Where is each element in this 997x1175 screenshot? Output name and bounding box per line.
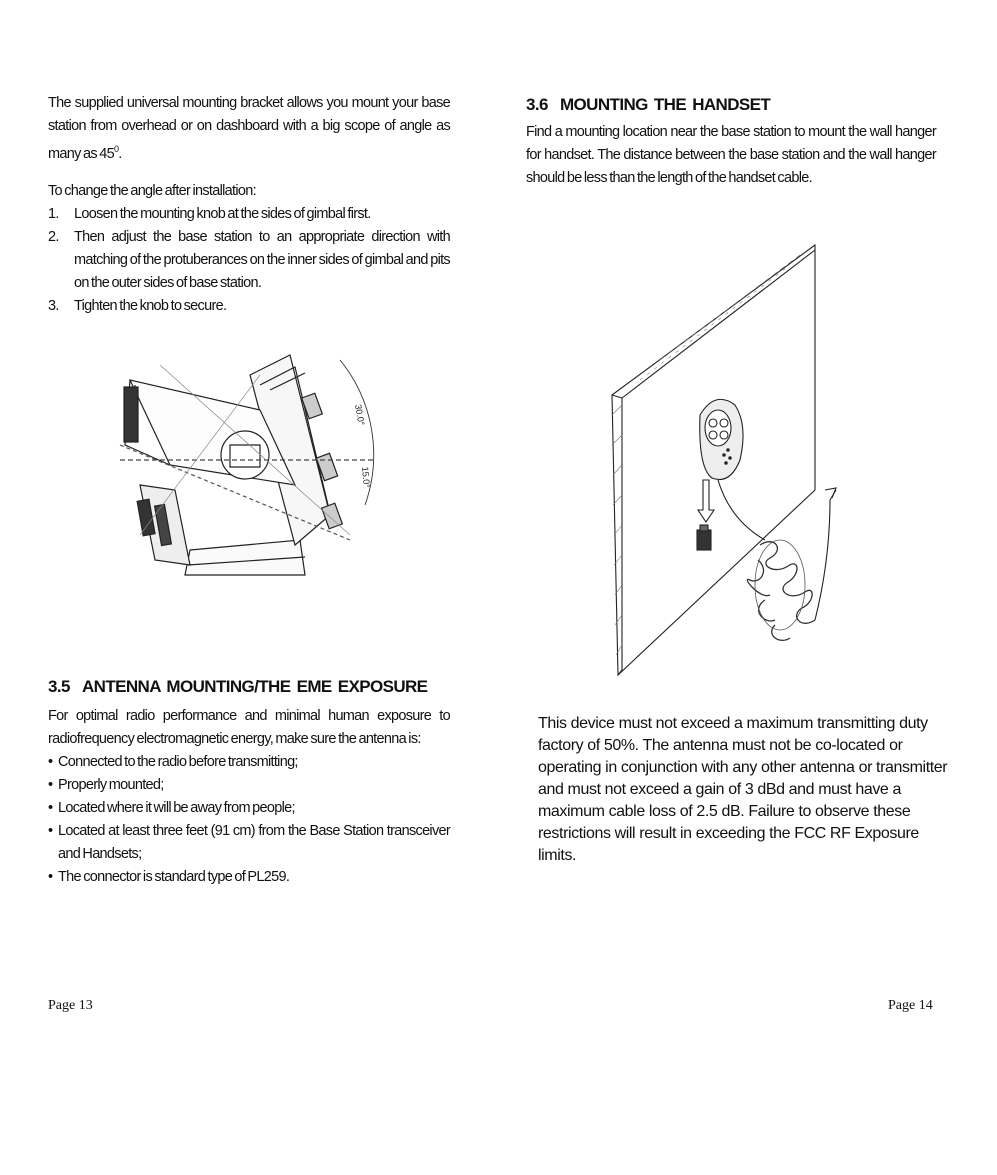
page-number-right: Page 14: [888, 998, 933, 1013]
bullet-text: Located where it will be away from people;: [58, 800, 295, 816]
fcc-notice-text: This device must not exceed a maximum transmitting duty factory of 50%. The antenna must not be co-located or operating in conjunction with any other antenna or transmitter and must not exceed a gain of 3 dBd and must have a maximum cable loss of 2.5 dB. Failure to observe these restrictions will result in exceeding the FCC RF Exposure limits.: [538, 715, 948, 864]
section-number: 3.5: [48, 677, 70, 696]
bullet-text: Located at least three feet (91 cm) from the Base Station transceiver and Handsets;: [58, 823, 450, 862]
change-angle-title: To change the angle after installation:: [48, 182, 256, 199]
bullet-text: Properly mounted;: [58, 777, 164, 793]
bullet-item: [48, 820, 450, 866]
bullet-item: [48, 797, 450, 820]
bullet-text: The connector is standard type of PL259.: [58, 869, 290, 885]
bullet-dot: •: [48, 823, 53, 839]
bullet-item: [48, 866, 450, 889]
step-number: 3.: [48, 297, 59, 314]
bullet-dot: •: [48, 800, 53, 816]
section-heading: [48, 677, 450, 697]
angle-label-bottom: 15.0°: [360, 466, 372, 489]
fcc-notice: [538, 713, 948, 867]
spacer: [48, 166, 450, 178]
left-column: [48, 92, 450, 318]
step-item: [48, 203, 450, 226]
gimbal-bracket-illustration: [100, 335, 380, 585]
step-text: Loosen the mounting knob at the sides of gimbal first.: [74, 205, 371, 222]
section-heading: [526, 95, 936, 115]
step-text: Then adjust the base station to an appropriate direction with matching of the protuberances on the inner sides of gimbal and pits on the outer sides of base station.: [74, 228, 450, 291]
antenna-intro: For optimal radio performance and minimal human exposure to radiofrequency electromagnetic energy, make sure the antenna is:: [48, 708, 450, 747]
bullet-dot: •: [48, 754, 53, 770]
section-antenna: [48, 677, 450, 889]
step-text: Tighten the knob to secure.: [74, 297, 227, 314]
section-number: 3.6: [526, 95, 548, 114]
handset-intro: Find a mounting location near the base station to mount the wall hanger for handset. The distance between the base station and the wall hanger should be less than the length of the handset cable.: [526, 124, 936, 186]
antenna-bullets: [48, 751, 450, 889]
bullet-dot: •: [48, 869, 53, 885]
bracket-intro: [48, 92, 450, 166]
page-number-left: Page 13: [48, 998, 93, 1013]
angle-label-top: 30.0°: [353, 403, 367, 427]
step-item: [48, 295, 450, 318]
bracket-intro-end: .: [118, 145, 122, 162]
bullet-item: [48, 774, 450, 797]
section-title: MOUNTING THE HANDSET: [560, 95, 771, 114]
wall-hanger-illustration: [600, 240, 860, 680]
degree-superscript: 0: [113, 144, 119, 154]
bullet-text: Connected to the radio before transmitting;: [58, 754, 298, 770]
step-item: [48, 226, 450, 295]
right-column: [526, 92, 936, 190]
steps-list: [48, 203, 450, 318]
bullet-item: [48, 751, 450, 774]
bullet-dot: •: [48, 777, 53, 793]
section-title: ANTENNA MOUNTING/THE EME EXPOSURE: [82, 677, 428, 696]
step-number: 2.: [48, 228, 59, 245]
bracket-intro-text: The supplied universal mounting bracket allows you mount your base station from overhead or on dashboard with a big scope of angle as many as 45: [48, 95, 450, 162]
step-number: 1.: [48, 205, 59, 222]
